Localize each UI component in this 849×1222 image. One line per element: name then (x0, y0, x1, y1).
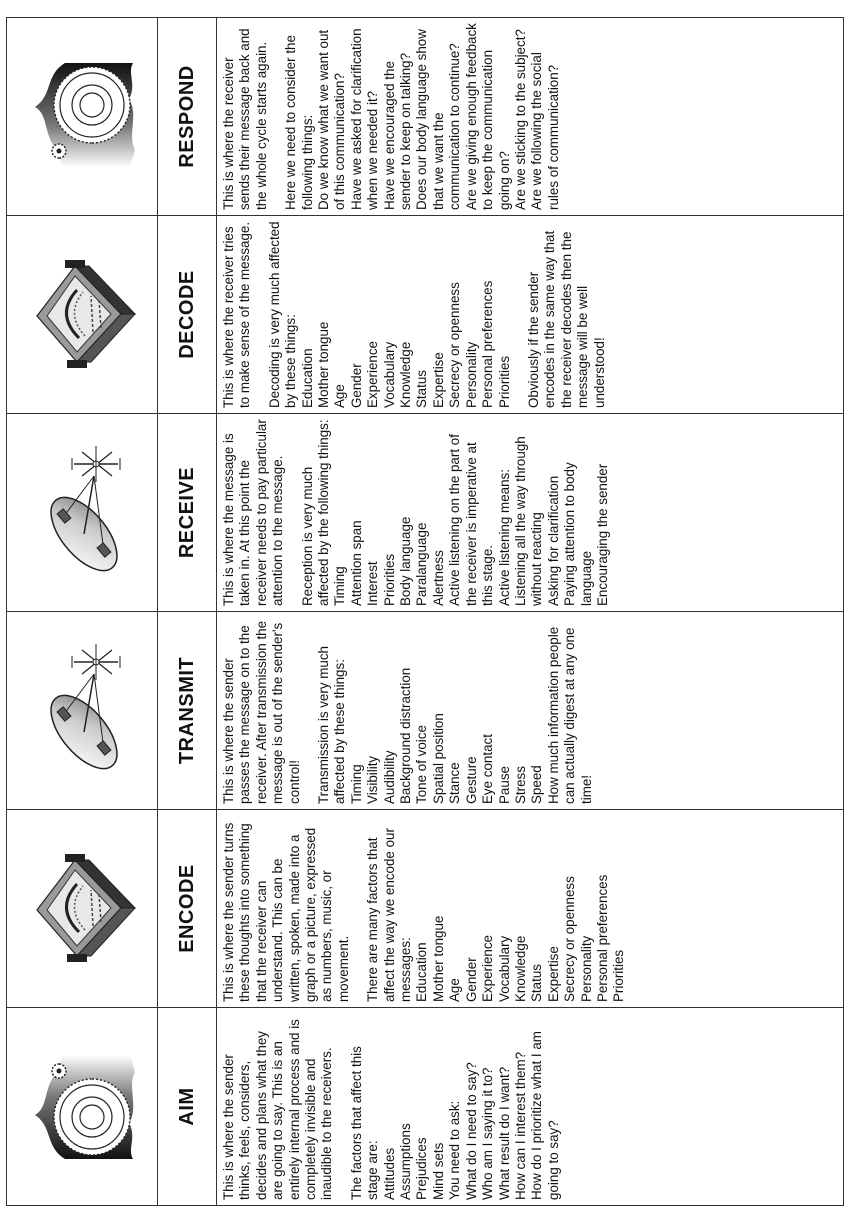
factor-item: Active listening means: (496, 469, 512, 606)
column-title-encode: ENCODE (175, 864, 198, 953)
decode-illustration (7, 216, 158, 414)
description-paragraph: This is where the sender thinks, feels, considers, decides and plans what they are going to say. This is an entirely internal process and is completely invisible and inaudible to the receivers. (221, 1019, 335, 1200)
description-paragraph: Reception is very much affected by the following things: (299, 419, 332, 606)
factor-item: Gender (348, 363, 364, 408)
factor-item: Status (414, 370, 430, 408)
factor-item: Priorities (381, 553, 397, 606)
paragraph-gap (287, 418, 300, 606)
column-title-decode: DECODE (175, 270, 198, 359)
description-paragraph: Here we need to consider the following things: (283, 35, 315, 210)
encode-description (217, 810, 844, 1008)
factor-item: How do I prioritize what I am going to say? (529, 1031, 561, 1200)
factor-item: Paying attention to body language (562, 462, 594, 606)
satellite-dish-icon (22, 641, 142, 781)
factor-item: Visibility (365, 755, 381, 804)
description-paragraph: This is where the sender turns these thoughts into something that the receiver can understand. This can be written, spoken, made into a graph or a picture, expressed as numbers, music, or movement. (221, 822, 351, 1002)
factor-item: Who am I saying it to? (480, 1067, 496, 1200)
column-title-aim: AIM (175, 1087, 198, 1126)
factor-item: Tone of voice (414, 725, 430, 804)
factor-item: Stress (512, 766, 528, 804)
respond-description (217, 18, 844, 216)
factor-item: Vocabulary (381, 341, 397, 408)
typewriter-icon (17, 253, 147, 377)
factor-item: Secrecy or openness (562, 876, 578, 1002)
paragraph-gap (254, 220, 267, 408)
column-title-respond: RESPOND (175, 65, 198, 168)
factor-item: How can I interest them? (512, 1051, 528, 1200)
factor-item: Age (332, 384, 348, 408)
factor-item: Education (414, 942, 430, 1002)
factor-item: Gender (463, 957, 479, 1002)
receive-description (217, 414, 844, 612)
description-paragraph: This is where the sender passes the message on to the receiver. After transmission the message is out of the sender's control! (221, 620, 302, 804)
factor-item: Prejudices (414, 1137, 430, 1200)
factor-item: Do we know what we want out of this communication? (316, 29, 348, 210)
factor-item: Personal preferences (594, 874, 610, 1002)
factor-item: Experience (480, 935, 496, 1002)
column-title-receive: RECEIVE (175, 466, 198, 559)
factor-item: Expertise (430, 352, 446, 408)
description-paragraph: The factors that affect this stage are: (348, 1046, 381, 1200)
column-title-transmit: TRANSMIT (175, 656, 198, 765)
paragraph-gap (336, 1012, 349, 1200)
title-row (158, 18, 217, 1206)
paragraph-gap (270, 22, 283, 210)
factor-item: Mother tongue (430, 915, 446, 1002)
description-paragraph: There are many factors that affect the way we encode our messages: (365, 828, 414, 1002)
description-paragraph: This is where the receiver sends their message back and the whole cycle starts again. (221, 28, 269, 210)
factor-item: Experience (365, 341, 381, 408)
factor-item: Status (529, 964, 545, 1002)
factor-item: Paralanguage (414, 522, 430, 606)
paragraph-gap (303, 616, 316, 804)
satellite-dish-icon (22, 443, 142, 583)
factor-item: Expertise (545, 946, 561, 1002)
factor-item: Interest (365, 561, 381, 606)
factor-item: You need to ask: (447, 1100, 463, 1200)
factor-item: Age (447, 978, 463, 1002)
aim-illustration (7, 1008, 158, 1206)
factor-item: Spatial position (430, 713, 446, 804)
description-paragraph: Decoding is very much affected by these things: (266, 221, 299, 408)
factor-item: Gesture (463, 756, 479, 804)
factor-item: Education (299, 348, 315, 408)
factor-item: Asking for clarification (545, 475, 561, 606)
gear-icon (15, 56, 149, 178)
factor-item: Pause (496, 766, 512, 804)
factor-item: Knowledge (398, 341, 414, 408)
description-row (217, 18, 844, 1206)
description-paragraph: This is where the message is taken in. At this point the receiver needs to pay particular attention to the message. (221, 419, 286, 606)
factor-item: Alertness (430, 550, 446, 606)
aim-description (217, 1008, 844, 1206)
transmit-illustration (7, 612, 158, 810)
encode-illustration (7, 810, 158, 1008)
factor-item: Priorities (496, 355, 512, 408)
receive-illustration (7, 414, 158, 612)
factor-item: Listening all the way through without reacting (512, 436, 545, 606)
factor-item: Does our body language show that we want the communication to continue? (414, 29, 463, 210)
factor-item: Audibility (381, 750, 397, 804)
factor-item: What do I need to say? (463, 1062, 479, 1200)
factor-item: Mind sets (430, 1142, 446, 1200)
description-paragraph: This is where the receiver tries to make sense of the message. (221, 221, 253, 408)
factor-item: Mother tongue (316, 321, 332, 408)
decode-description (217, 216, 844, 414)
factor-item: Knowledge (512, 935, 528, 1002)
factor-item: Personality (578, 935, 594, 1002)
factor-item: Priorities (611, 949, 627, 1002)
factor-item: Vocabulary (496, 935, 512, 1002)
factor-item: Are we sticking to the subject? (512, 29, 528, 210)
factor-item: Stance (447, 762, 463, 804)
paragraph-gap (352, 814, 365, 1002)
illustration-row (7, 18, 158, 1206)
factor-item: Body language (398, 516, 414, 606)
factor-item: Attitudes (381, 1147, 397, 1200)
factor-item: Eye contact (480, 734, 496, 804)
closing-paragraph: Obviously if the sender encodes in the same way that the receiver decodes then the message will be well understood! (525, 230, 607, 408)
factor-item: Encouraging the sender (594, 463, 610, 606)
factor-item: Secrecy or openness (447, 282, 463, 408)
factor-item: Personality (463, 341, 479, 408)
gear-icon (15, 1046, 149, 1168)
factor-item: Timing (348, 764, 364, 804)
communication-cycle-table (6, 17, 844, 1206)
description-paragraph: Transmission is very much affected by these things: (316, 646, 348, 804)
factor-item: Have we encouraged the sender to keep on talking? (381, 52, 414, 210)
factor-item: Speed (529, 765, 545, 804)
factor-item: Are we giving enough feedback to keep the communication going on? (463, 23, 512, 210)
factor-item: Assumptions (398, 1123, 414, 1200)
transmit-description (217, 612, 844, 810)
factor-item: Are we following the social rules of communication? (529, 52, 561, 210)
factor-item: Timing (332, 566, 348, 606)
factor-item: Background distraction (398, 667, 414, 804)
factor-item: What result do I want? (496, 1066, 512, 1200)
factor-item: Personal preferences (480, 280, 496, 408)
factor-item: How much information people can actually digest at any one time! (545, 626, 594, 804)
factor-item: Active listening on the part of the receiver is imperative at this stage. (447, 434, 496, 606)
factor-item: Have we asked for clarification when we needed it? (348, 28, 381, 210)
respond-illustration (7, 18, 158, 216)
typewriter-icon (17, 847, 147, 971)
paragraph-gap (513, 220, 526, 408)
factor-item: Attention span (348, 520, 364, 606)
